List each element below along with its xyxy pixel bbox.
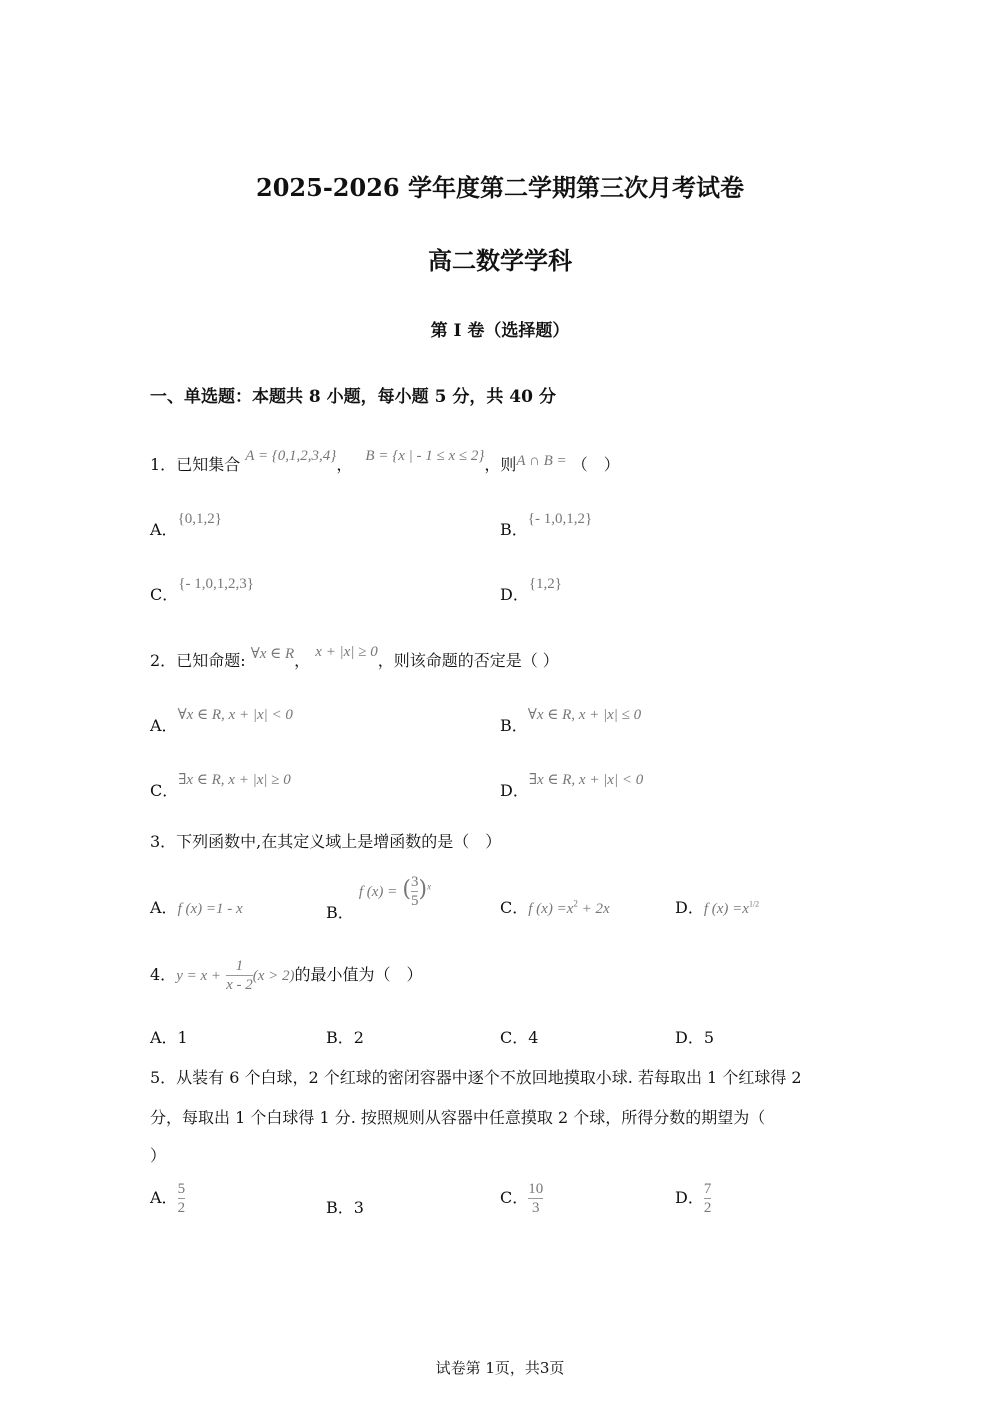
q3-option-a: A．f (x) =1 - x xyxy=(150,898,243,917)
question-5-line-1: 5．从装有 6 个白球，2 个红球的密闭容器中逐个不放回地摸取小球. 若每取出 1 个红球得 2 xyxy=(150,1068,802,1087)
q1-mid: ，则 xyxy=(484,455,517,474)
question-2: 2．已知命题: ∀x ∈ R， x + |x| ≥ 0，则该命题的否定是（ ） xyxy=(150,644,559,670)
question-5-line-2: 分，每取出 1 个白球得 1 分. 按照规则从容器中任意摸取 2 个球，所得分数的期望为（ xyxy=(150,1108,766,1127)
q1-paren: （ ） xyxy=(571,455,620,474)
q1-number: 1． xyxy=(150,455,177,474)
q2-option-a: A．∀x ∈ R, x + |x| < 0 xyxy=(150,707,293,735)
q2-quantifier: ∀x ∈ R xyxy=(250,646,295,662)
q1-option-d: D．{1,2} xyxy=(500,576,562,604)
q2-option-c: C．∃x ∈ R, x + |x| ≥ 0 xyxy=(150,772,291,800)
question-1 xyxy=(150,448,620,475)
q4-option-a: A．1 xyxy=(150,1028,188,1047)
q5-option-a: A． $\frac{5}{2}$ xyxy=(150,1181,186,1216)
question-3: 3．下列函数中,在其定义域上是增函数的是（ ） xyxy=(150,832,502,851)
question-5-line-3: ） xyxy=(150,1146,167,1165)
section-heading: 一、单选题：本题共 8 小题，每小题 5 分，共 40 分 xyxy=(150,387,556,407)
q4-option-b: B．2 xyxy=(326,1028,364,1047)
q1-set-b: B = {x | - 1 ≤ x ≤ 2} xyxy=(365,448,485,464)
part-title: 第 I 卷（选择题） xyxy=(430,321,570,341)
q3-option-d: D．f $(x) =x^{1/2}$ xyxy=(675,898,760,917)
q5-option-b: B．3 xyxy=(326,1198,364,1217)
page-footer: 试卷第 1页，共3页 xyxy=(435,1359,565,1377)
q3-option-b: B． f (x) = ( $\frac{3}{5}$ )$^x$ xyxy=(326,874,432,922)
q1-comma: ， xyxy=(336,455,353,474)
q2-option-b: B．∀x ∈ R, x + |x| ≤ 0 xyxy=(500,707,642,735)
q5-option-c: C． $\frac{10}{3}$ xyxy=(500,1181,544,1216)
q1-option-c: C．{- 1,0,1,2,3} xyxy=(150,576,254,604)
q2-option-d: D．∃x ∈ R, x + |x| < 0 xyxy=(500,772,644,800)
q1-option-b: B．{- 1,0,1,2} xyxy=(500,511,593,539)
q1-option-a: A．{0,1,2} xyxy=(150,511,222,539)
q3-option-c: C．f $(x) =x^2 + 2x$ xyxy=(500,898,610,917)
q2-proposition: x + |x| ≥ 0 xyxy=(315,644,378,660)
exam-title: 2025-2026 学年度第二学期第三次月考试卷 xyxy=(256,173,744,202)
q4-option-d: D．5 xyxy=(675,1028,715,1047)
q5-option-d: D． $\frac{7}{2}$ xyxy=(675,1181,712,1216)
question-4: 4．y = x + $\frac{1}{x - 2}$ (x > 2)的最小值为（ ） xyxy=(150,958,423,993)
q1-expr: A ∩ B = xyxy=(516,453,567,469)
q1-set-a: A = {0,1,2,3,4} xyxy=(245,448,337,464)
subject-title: 高二数学学科 xyxy=(428,246,572,275)
q1-prefix: 已知集合 xyxy=(176,455,241,474)
q4-option-c: C．4 xyxy=(500,1028,539,1047)
